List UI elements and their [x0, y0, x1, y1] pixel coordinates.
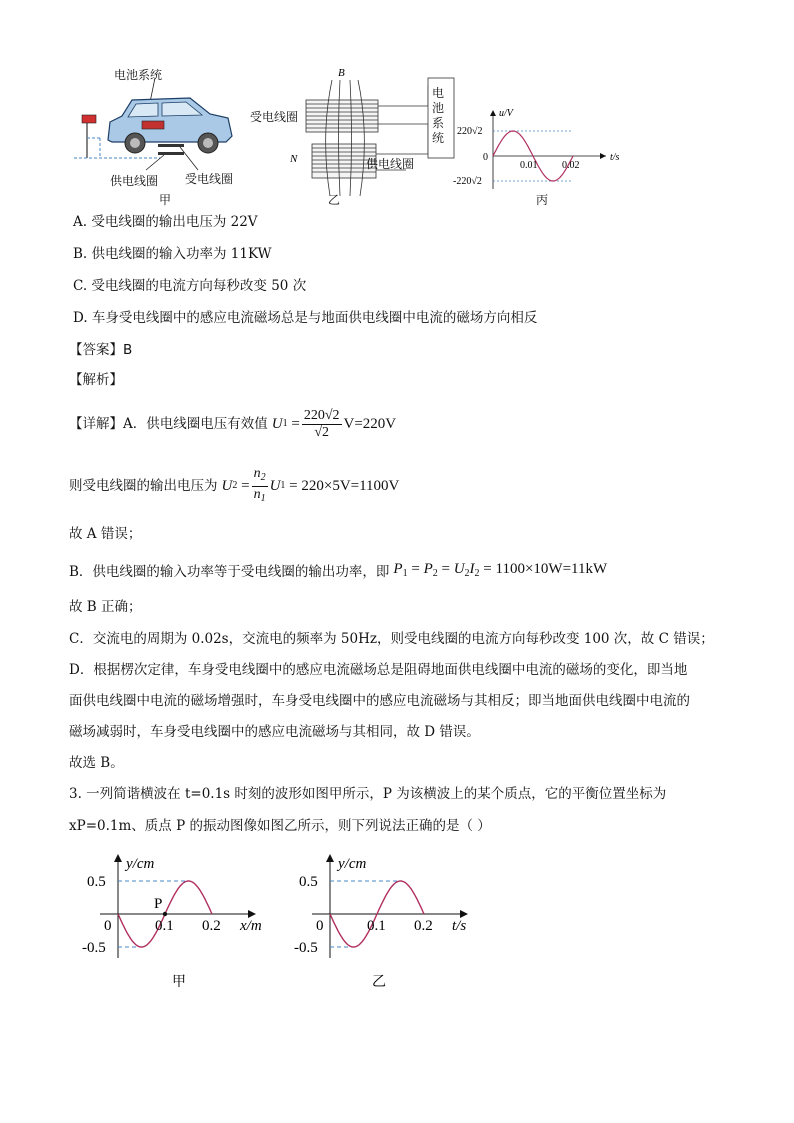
- chart-caption: 乙: [372, 974, 386, 990]
- x-tick-label: 0.2: [202, 918, 221, 934]
- detail-b-prefix: B．供电线圈的输入功率等于受电线圈的输出功率，即: [69, 563, 390, 580]
- analysis-title: 【解析】: [69, 372, 123, 388]
- detail-a2-formula: U 2 = $\frac{n_2}{n_1}$ U 1 = 220×5V=1100V: [221, 465, 400, 504]
- point-p: [163, 912, 167, 916]
- graph-xtick-2: 0.02: [562, 160, 580, 171]
- y-tick-label: -0.5: [82, 940, 106, 956]
- detail-d-line-2: 面供电线圈中电流的磁场增强时，车身受电线圈中的感应电流磁场与其相反；即当地面供电线圈中电流的: [69, 693, 690, 709]
- y-axis-arrow: [326, 854, 334, 862]
- coil-caption: 乙: [328, 193, 341, 207]
- detail-a-formula: U 1 = $\frac{220√2}{√2}$ V=220V: [271, 407, 397, 440]
- option-d: D. 车身受电线圈中的感应电流磁场总是与地面供电线圈中电流的磁场方向相反: [73, 310, 538, 326]
- chart-caption: 甲: [172, 974, 186, 990]
- x-axis-label: x/m: [240, 918, 262, 934]
- detail-d-line-3: 磁场减弱时，车身受电线圈中的感应电流磁场与其相同，故 D 错误。: [69, 724, 480, 740]
- question3-line-1: 3. 一列简谐横波在 t=0.1s 时刻的波形如图甲所示，P 为该横波上的某个质点，它的平衡位置坐标为: [69, 786, 667, 802]
- coil-label-b: B: [338, 67, 345, 79]
- detail-d-line-1: D．根据楞次定律，车身受电线圈中的感应电流磁场总是阻碍地面供电线圈中电流的磁场的变化，即当地: [69, 662, 688, 678]
- u-t-graph: [448, 104, 638, 204]
- answer: 【答案】B: [69, 342, 133, 358]
- car-label-receive: 受电线圈: [185, 172, 234, 186]
- graph-xlabel: t/s: [610, 152, 620, 163]
- y-tick-label: -0.5: [294, 940, 318, 956]
- option-a: A. 受电线圈的输出电压为 22V: [73, 214, 258, 230]
- graph-caption: 丙: [536, 193, 549, 207]
- graph-origin: 0: [483, 152, 488, 163]
- y-tick-label: 0.5: [87, 874, 106, 890]
- x-axis-arrow: [248, 910, 256, 918]
- x-axis-label: t/s: [452, 918, 467, 934]
- detail-c-line: C．交流电的周期为 0.02s，交流电的频率为 50Hz，则受电线圈的电流方向每秒改变 100 次，故 C 错误；: [69, 631, 714, 647]
- wave-chart-yi: [292, 848, 492, 998]
- detail-a2-line: [69, 466, 399, 506]
- detail-a2-prefix: 则受电线圈的输出电压为: [69, 478, 218, 494]
- detail-b-line: [69, 560, 607, 583]
- coil-label-n: N: [290, 153, 298, 165]
- detail-a-line: [69, 404, 396, 444]
- detail-b-formula: $P_1 = P_2 = U_2I_2 = 1100\times 10W=11kW$: [393, 561, 608, 579]
- detail-final: 故选 B。: [69, 755, 124, 771]
- coil-label-battery: 电池系统: [432, 86, 445, 145]
- option-c: C. 受电线圈的电流方向每秒改变 50 次: [73, 278, 307, 294]
- car-label-battery: 电池系统: [114, 68, 163, 82]
- option-b: B. 供电线圈的输入功率为 11KW: [73, 246, 272, 262]
- x-tick-label: 0: [316, 918, 324, 934]
- graph-ypos: 220√2: [457, 126, 483, 137]
- x-axis-arrow: [460, 910, 468, 918]
- y-axis-label: y/cm: [126, 856, 155, 872]
- x-tick-label: 0.2: [414, 918, 433, 934]
- detail-a-prefix: 【详解】A．供电线圈电压有效值: [69, 416, 268, 432]
- coil-label-supply: 供电线圈: [366, 157, 415, 171]
- coil-label-receive: 受电线圈: [250, 110, 299, 124]
- question3-line-2: xP=0.1m、质点 P 的振动图像如图乙所示，则下列说法正确的是（ ）: [69, 818, 491, 834]
- car-caption: 甲: [159, 193, 172, 207]
- detail-a-fraction: $\frac{220√2}{√2}$: [303, 407, 340, 440]
- graph-yneg: -220√2: [453, 176, 482, 187]
- detail-a-conclusion: 故 A 错误；: [69, 526, 142, 542]
- y-axis-arrow: [114, 854, 122, 862]
- graph-ylabel: u/V: [499, 108, 513, 119]
- graph-xtick-1: 0.01: [520, 160, 538, 171]
- detail-b-conclusion: 故 B 正确；: [69, 599, 142, 615]
- car-label-supply: 供电线圈: [110, 174, 159, 188]
- x-tick-label: 0: [104, 918, 112, 934]
- figure-row-top: [60, 58, 680, 208]
- x-tick-label: 0.1: [155, 918, 174, 934]
- y-axis-label: y/cm: [338, 856, 367, 872]
- wave-chart-jia: [80, 848, 280, 998]
- x-tick-label: 0.1: [367, 918, 386, 934]
- point-p-label: P: [154, 896, 163, 912]
- y-tick-label: 0.5: [299, 874, 318, 890]
